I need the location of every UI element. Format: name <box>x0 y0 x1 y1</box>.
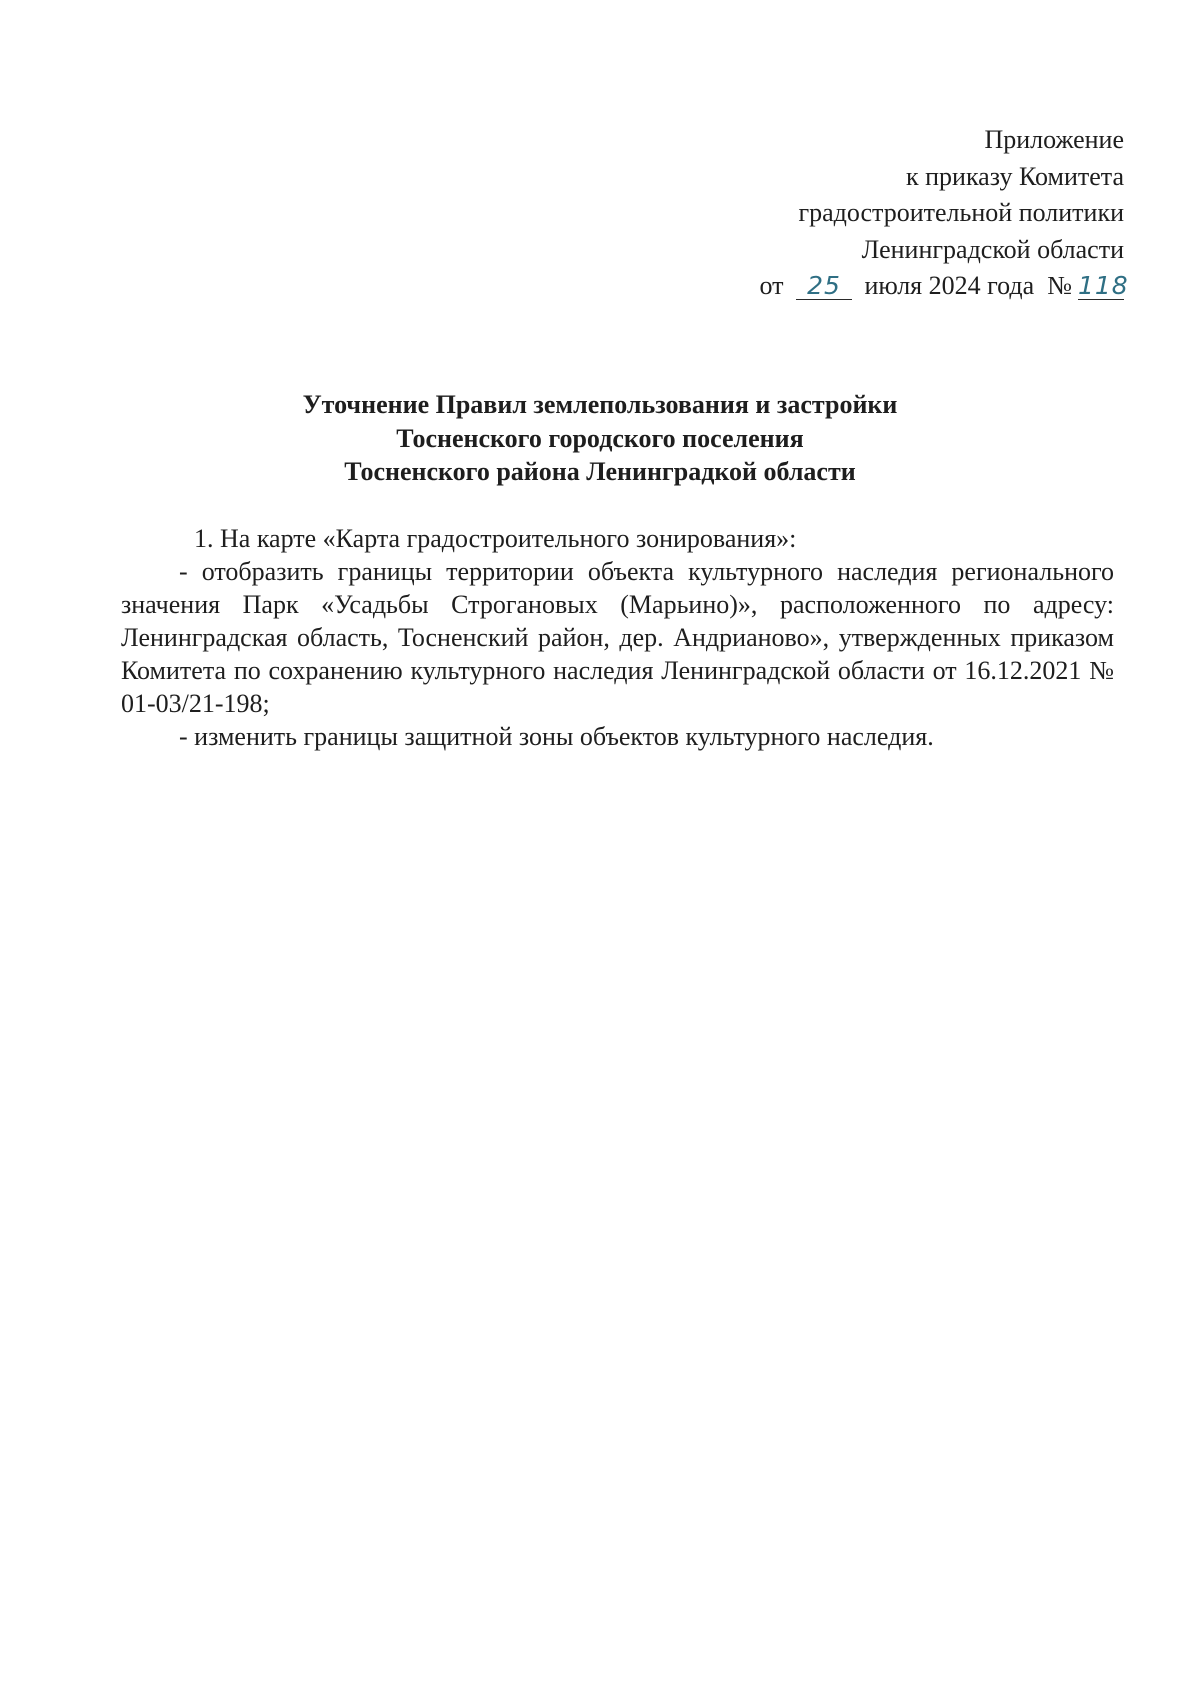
appendix-label: Приложение <box>984 125 1124 154</box>
bullet-paragraph-1: - отобразить границы территории объекта культурного наследия регионального значения Парк «Усадьбы Строгановых (Марьино)», расположенного по адресу: Ленинградская область, Тосненский район, дер. Андрианово», утвержденных приказом Комитета по сохранению культурного наследия Ленинградской области от 16.12.2021 № 01-03/21-198; <box>121 557 1114 718</box>
title-line-2: Тосненского городского поселения <box>396 423 804 453</box>
date-day-field <box>796 273 852 300</box>
document-body <box>121 522 1114 753</box>
order-number-handwritten: 118 <box>1078 271 1129 300</box>
appendix-committee-line: градостроительной политики <box>798 198 1124 227</box>
date-prefix: от <box>759 271 784 300</box>
appendix-date-line <box>759 268 1129 305</box>
date-month-year: июля 2024 года <box>864 271 1035 300</box>
appendix-header <box>759 122 1129 305</box>
number-sign: № <box>1047 271 1072 300</box>
bullet-paragraph-2: - изменить границы защитной зоны объектов культурного наследия. <box>179 722 934 751</box>
document-title <box>0 388 1200 489</box>
date-day-handwritten: 25 <box>807 271 841 300</box>
title-line-3: Тосненского района Ленинградкой области <box>344 457 856 486</box>
list-item-1: 1. На карте «Карта градостроительного зонирования»: <box>194 524 797 553</box>
title-line-1: Уточнение Правил землепользования и застройки <box>302 390 898 419</box>
appendix-order-line: к приказу Комитета <box>905 161 1124 191</box>
appendix-region-line: Ленинградской области <box>861 234 1124 264</box>
order-number-field <box>1078 271 1129 300</box>
